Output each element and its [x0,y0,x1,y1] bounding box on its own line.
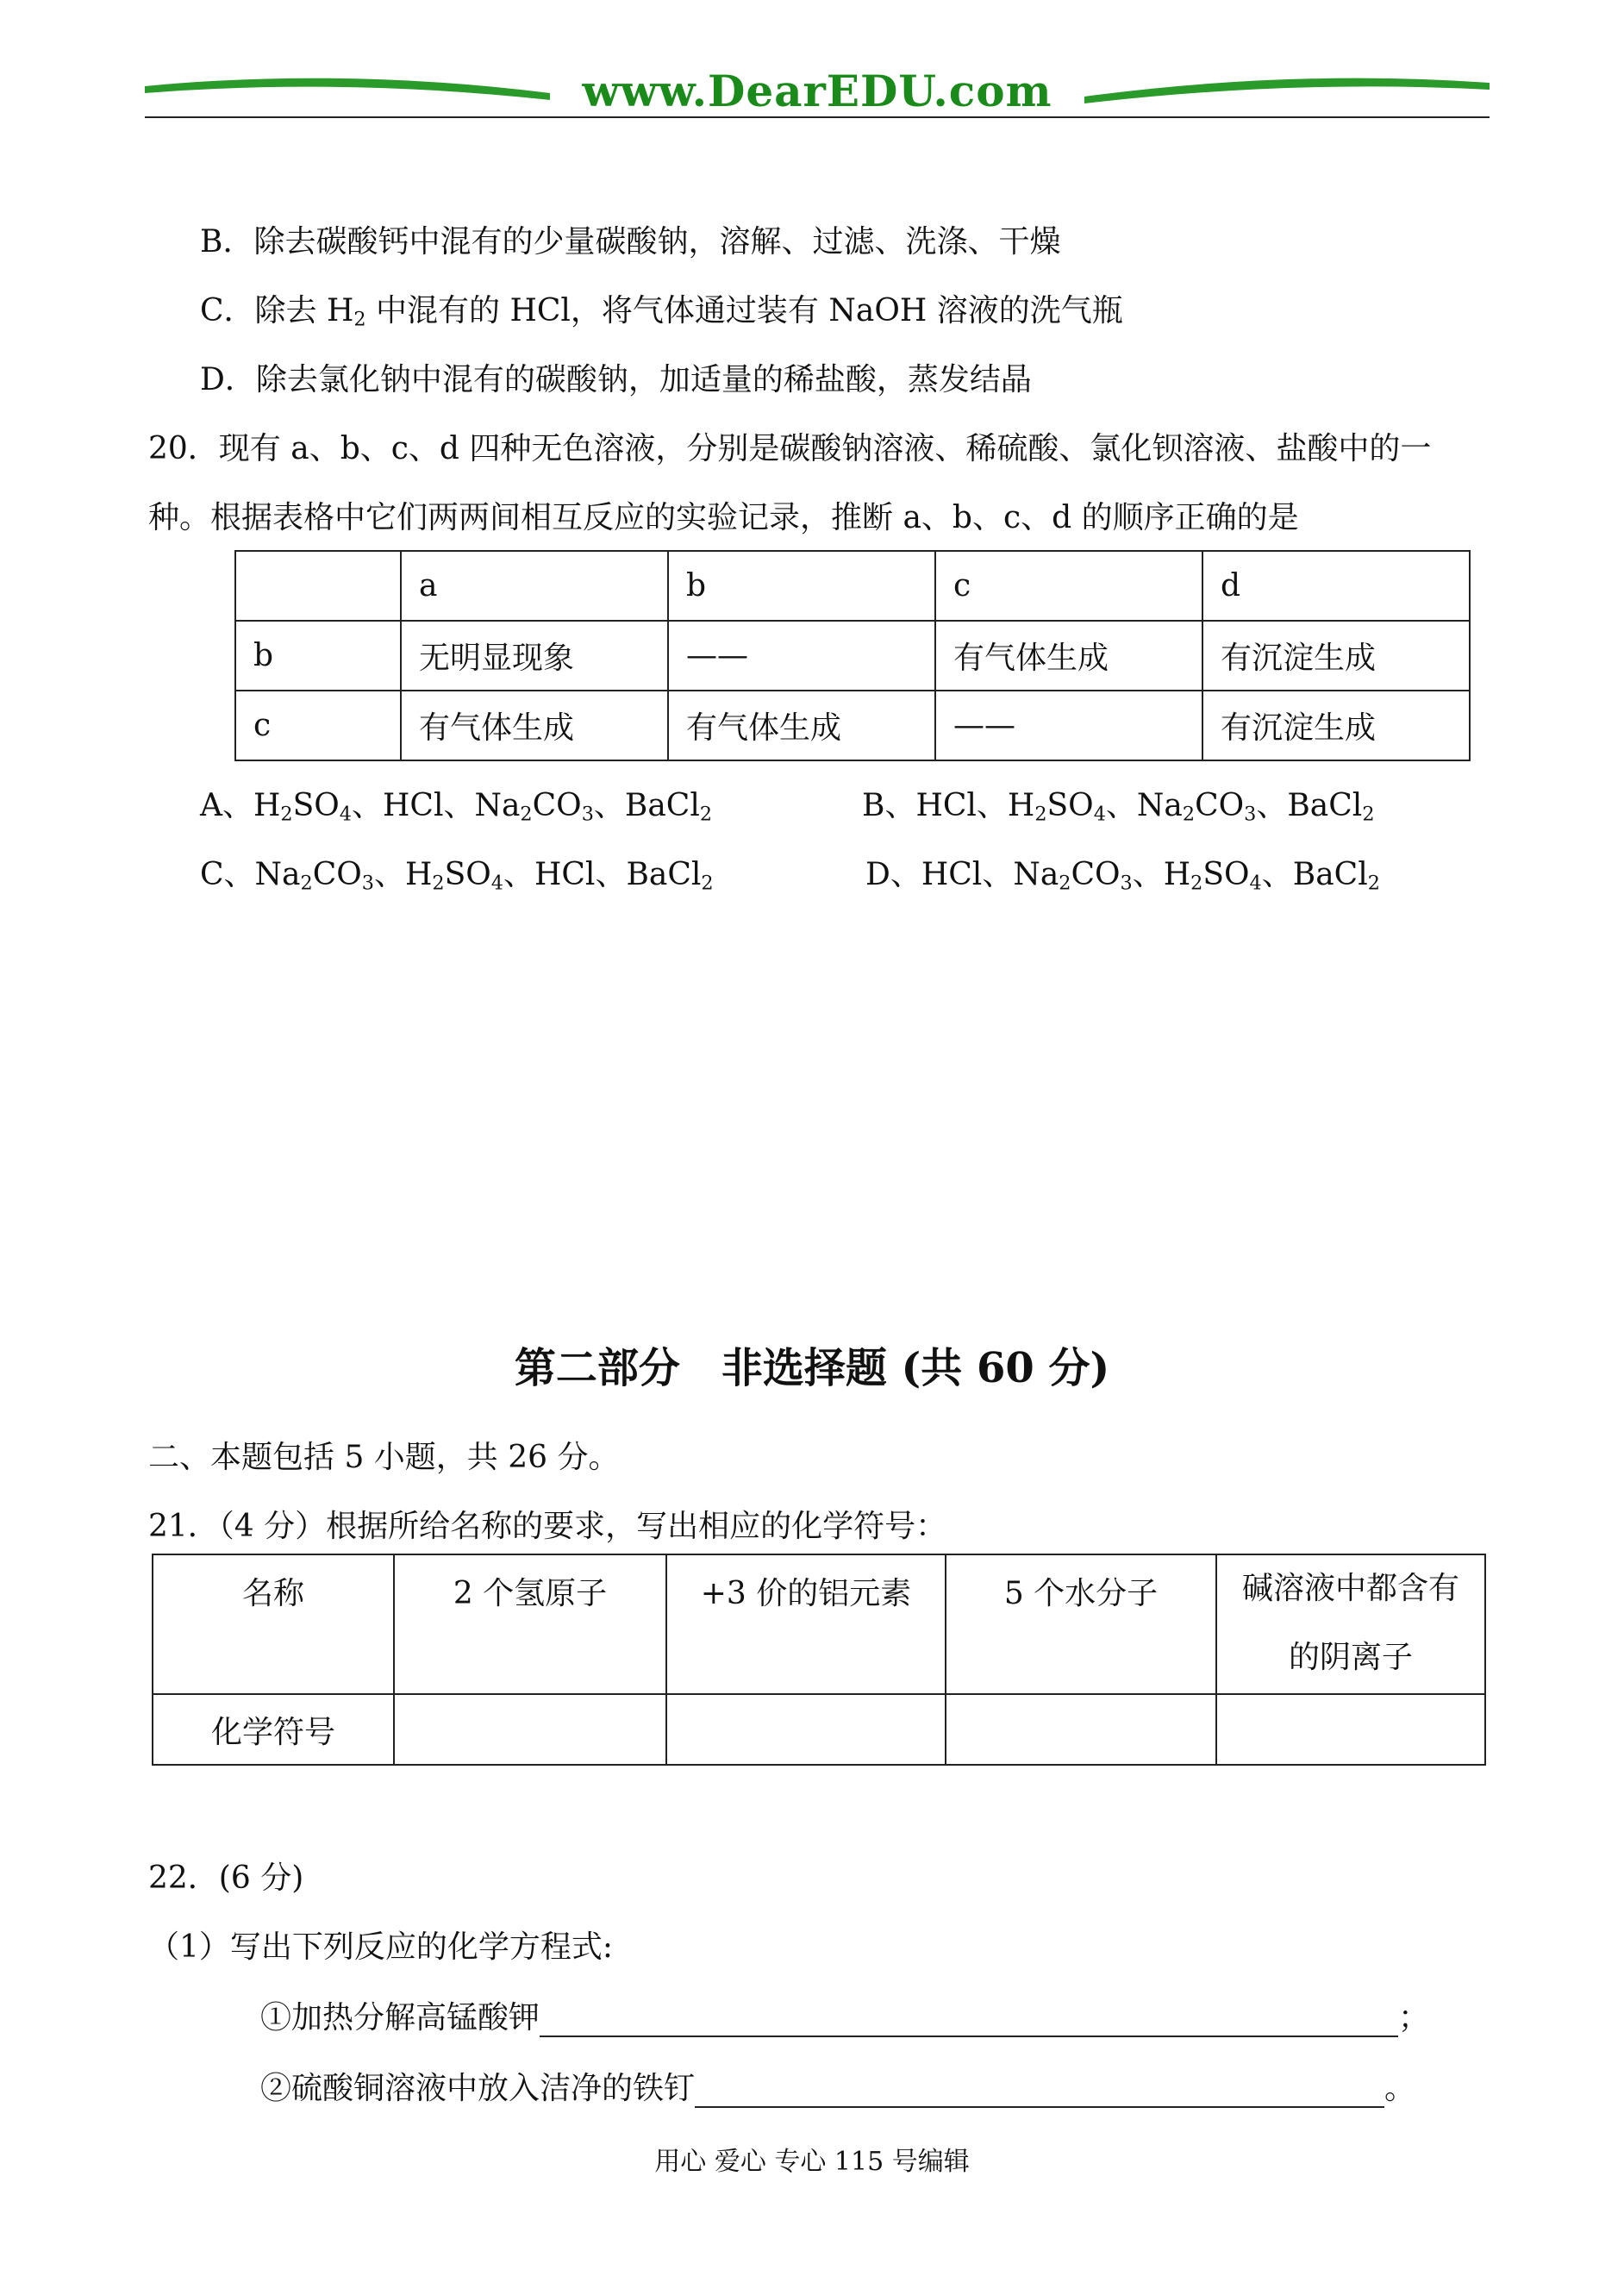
answer-cell[interactable] [394,1694,666,1765]
answer-cell[interactable] [1216,1694,1485,1765]
table-row [235,691,1470,760]
answer-blank[interactable] [695,2077,1384,2108]
table-cell: 无明显现象 [401,621,668,691]
table-cell: 2 个氢原子 [394,1554,666,1694]
q19-option-d: D．除去氯化钠中混有的碳酸钠，加适量的稀盐酸，蒸发结晶 [200,362,1032,397]
table-cell: d [1202,551,1470,621]
table-cell: 有气体生成 [668,691,935,760]
table-cell: 有沉淀生成 [1202,621,1470,691]
table-cell: 有气体生成 [935,621,1202,691]
q21-answer-table [152,1554,1486,1766]
part2-title: 第二部分 非选择题 (共 60 分) [514,1344,1110,1392]
table-cell: a [401,551,668,621]
table-header-row [235,551,1470,621]
q19-option-b: B．除去碳酸钙中混有的少量碳酸钠，溶解、过滤、洗涤、干燥 [200,224,1061,260]
table-cell: 化学符号 [153,1694,394,1765]
cell-line: 碱溶液中都含有 [1241,1571,1459,1606]
table-cell: c [935,551,1202,621]
table-cell: —— [935,691,1202,760]
table-cell: c [235,691,401,760]
table-cell: b [235,621,401,691]
q20-option-c: C、$Na_2CO_3$、$H_2SO_4$、HCl、BaCl$_2$ [200,857,714,895]
table-cell [235,551,401,621]
header-logo: www.DearEDU.com [582,66,1052,116]
q20-option-b: B、HCl、$H_2SO_4$、$Na_2CO_3$、BaCl$_2$ [862,788,1375,826]
q20-stem-line1: 20．现有 a、b、c、d 四种无色溶液，分别是碳酸钠溶液、稀硫酸、氯化钡溶液、盐酸中的一 [148,431,1432,466]
table-cell: 5 个水分子 [946,1554,1216,1694]
table-cell: b [668,551,935,621]
table-cell: 有气体生成 [401,691,668,760]
q22-item1: ①加热分解高锰酸钾 ； [260,2000,1430,2035]
table-row [153,1694,1485,1765]
table-row [235,621,1470,691]
table-cell: 有沉淀生成 [1202,691,1470,760]
page-footer: 用心 爱心 专心 115 号编辑 [654,2147,970,2177]
answer-cell[interactable] [946,1694,1216,1765]
table-row [153,1554,1485,1694]
q20-reaction-table [234,550,1471,761]
table-cell: 名称 [153,1554,394,1694]
answer-cell[interactable] [666,1694,946,1765]
q22-sub1: （1）写出下列反应的化学方程式: [148,1929,614,1965]
q22-title: 22．(6 分) [148,1860,304,1896]
answer-blank[interactable] [540,2006,1398,2037]
table-cell [1216,1554,1485,1694]
q21-prompt: 21．（4 分）根据所给名称的要求，写出相应的化学符号： [148,1509,947,1544]
q22-item2: ②硫酸铜溶液中放入洁净的铁钉 。 [260,2071,1416,2106]
q20-stem-line2: 种。根据表格中它们两两间相互反应的实验记录，推断 a、b、c、d 的顺序正确的是 [148,500,1299,535]
table-cell: +3 价的铝元素 [666,1554,946,1694]
q20-option-a: A、$H_2SO_4$、HCl、$Na_2CO_3$、BaCl$_2$ [200,788,713,826]
cell-line: 的阴离子 [1288,1640,1413,1675]
site-header-banner [145,60,1490,129]
part2-intro: 二、本题包括 5 小题，共 26 分。 [148,1440,620,1475]
q20-option-d: D、HCl、$Na_2CO_3$、$H_2SO_4$、BaCl$_2$ [865,857,1380,895]
table-cell: —— [668,621,935,691]
q19-option-c: C．除去 $H_2$ 中混有的 HCl，将气体通过装有 NaOH 溶液的洗气瓶 [200,293,1123,331]
